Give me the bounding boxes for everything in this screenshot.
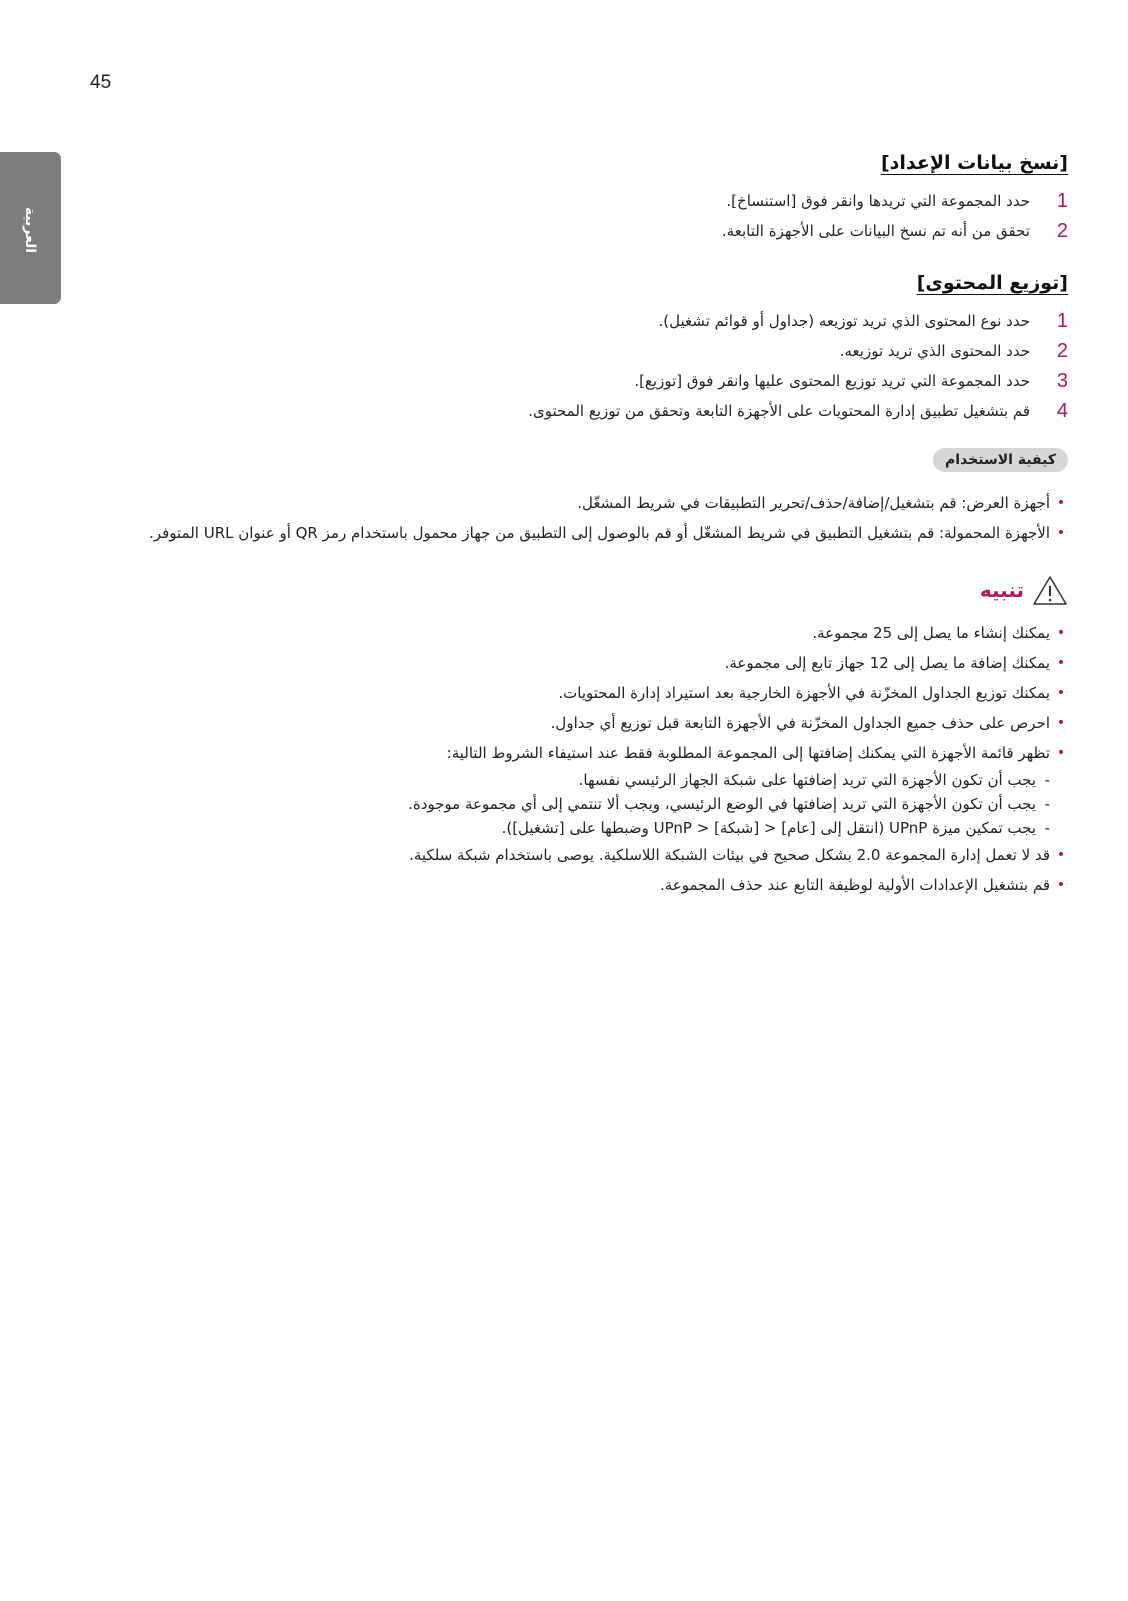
step-text: حدد نوع المحتوى الذي تريد توزيعه (جداول أو قوائم تشغيل). xyxy=(658,312,1030,330)
bullet-item xyxy=(80,708,1068,738)
bullet-item xyxy=(80,840,1068,870)
bullet-text: يمكنك توزيع الجداول المخزّنة في الأجهزة الخارجية بعد استيراد إدارة المحتويات. xyxy=(558,684,1050,702)
bullet-text: تظهر قائمة الأجهزة التي يمكنك إضافتها إلى المجموعة المطلوبة فقط عند استيفاء الشروط التالية: xyxy=(446,744,1050,762)
sub-list xyxy=(80,768,1068,840)
step-item xyxy=(80,186,1068,216)
bullet-item xyxy=(80,870,1068,900)
bullet-item xyxy=(80,648,1068,678)
section-title: [توزيع المحتوى] xyxy=(916,272,1068,294)
section-copy-settings xyxy=(80,152,1068,246)
step-list xyxy=(80,186,1068,246)
step-text: حدد المجموعة التي تريد توزيع المحتوى عليها وانقر فوق [توزيع]. xyxy=(634,372,1030,390)
section-distribute-content xyxy=(80,272,1068,426)
page-content xyxy=(80,140,1068,900)
sub-item-text: يجب أن تكون الأجهزة التي تريد إضافتها على شبكة الجهاز الرئيسي نفسها. xyxy=(578,771,1036,789)
step-item xyxy=(80,396,1068,426)
language-side-tab xyxy=(0,152,61,304)
bullet-item xyxy=(80,488,1068,518)
sub-item-text: يجب تمكين ميزة UPnP (انتقل إلى [عام] < [شبكة] < UPnP وضبطها على [تشغيل]). xyxy=(501,819,1036,837)
bullet-dot-icon: • xyxy=(1056,877,1066,893)
step-number: 1 xyxy=(1056,309,1068,332)
caution-list xyxy=(80,618,1068,900)
bullet-dot-icon: • xyxy=(1056,525,1066,541)
step-text: حدد المجموعة التي تريدها وانقر فوق [استنساخ]. xyxy=(726,192,1030,210)
caution-header xyxy=(80,574,1068,606)
step-number: 3 xyxy=(1056,369,1068,392)
step-number: 4 xyxy=(1056,399,1068,422)
step-item xyxy=(80,306,1068,336)
step-text: قم بتشغيل تطبيق إدارة المحتويات على الأجهزة التابعة وتحقق من توزيع المحتوى. xyxy=(528,402,1030,420)
section-title: [نسخ بيانات الإعداد] xyxy=(880,152,1068,174)
bullet-item xyxy=(80,738,1068,768)
bullet-text: يمكنك إضافة ما يصل إلى 12 جهاز تابع إلى مجموعة. xyxy=(724,654,1050,672)
step-item xyxy=(80,336,1068,366)
warning-triangle-icon xyxy=(1032,574,1068,606)
bullet-text: يمكنك إنشاء ما يصل إلى 25 مجموعة. xyxy=(812,624,1050,642)
bullet-dot-icon: • xyxy=(1056,495,1066,511)
sub-item xyxy=(80,816,1050,840)
howto-list xyxy=(80,488,1068,548)
bullet-text: قم بتشغيل الإعدادات الأولية لوظيفة التابع عند حذف المجموعة. xyxy=(659,876,1050,894)
caution-title: تنبيه xyxy=(979,578,1024,602)
bullet-dot-icon: • xyxy=(1056,685,1066,701)
dash-marker: - xyxy=(1044,795,1050,813)
bullet-text: قد لا تعمل إدارة المجموعة 2.0 بشكل صحيح في بيئات الشبكة اللاسلكية. يوصى باستخدام شبكة سلكية. xyxy=(409,846,1050,864)
step-number: 2 xyxy=(1056,219,1068,242)
step-list xyxy=(80,306,1068,426)
sub-item-text: يجب أن تكون الأجهزة التي تريد إضافتها في الوضع الرئيسي، ويجب ألا تنتمي إلى أي مجموعة موجودة. xyxy=(408,795,1036,813)
bullet-dot-icon: • xyxy=(1056,655,1066,671)
step-number: 1 xyxy=(1056,189,1068,212)
dash-marker: - xyxy=(1044,819,1050,837)
step-item xyxy=(80,216,1068,246)
bullet-dot-icon: • xyxy=(1056,847,1066,863)
dash-marker: - xyxy=(1044,771,1050,789)
bullet-text: احرص على حذف جميع الجداول المخزّنة في الأجهزة التابعة قبل توزيع أي جداول. xyxy=(550,714,1050,732)
bullet-dot-icon: • xyxy=(1056,715,1066,731)
sub-item xyxy=(80,792,1050,816)
side-tab-label: العربية xyxy=(22,206,38,254)
bullet-dot-icon: • xyxy=(1056,745,1066,761)
step-text: حدد المحتوى الذي تريد توزيعه. xyxy=(839,342,1030,360)
bullet-text: الأجهزة المحمولة: قم بتشغيل التطبيق في شريط المشغّل أو قم بالوصول إلى التطبيق من جهاز محمول باستخدام رمز QR أو عنوان URL المتوفر. xyxy=(149,524,1050,542)
bullet-item xyxy=(80,618,1068,648)
bullet-item xyxy=(80,678,1068,708)
bullet-item xyxy=(80,518,1068,548)
step-item xyxy=(80,366,1068,396)
page-number: 45 xyxy=(90,72,112,93)
step-number: 2 xyxy=(1056,339,1068,362)
bullet-text: أجهزة العرض: قم بتشغيل/إضافة/حذف/تحرير التطبيقات في شريط المشغّل. xyxy=(577,494,1050,512)
sub-item xyxy=(80,768,1050,792)
howto-badge: كيفية الاستخدام xyxy=(933,448,1068,472)
bullet-dot-icon: • xyxy=(1056,625,1066,641)
sub-list-container xyxy=(80,768,1068,840)
step-text: تحقق من أنه تم نسخ البيانات على الأجهزة التابعة. xyxy=(721,222,1030,240)
